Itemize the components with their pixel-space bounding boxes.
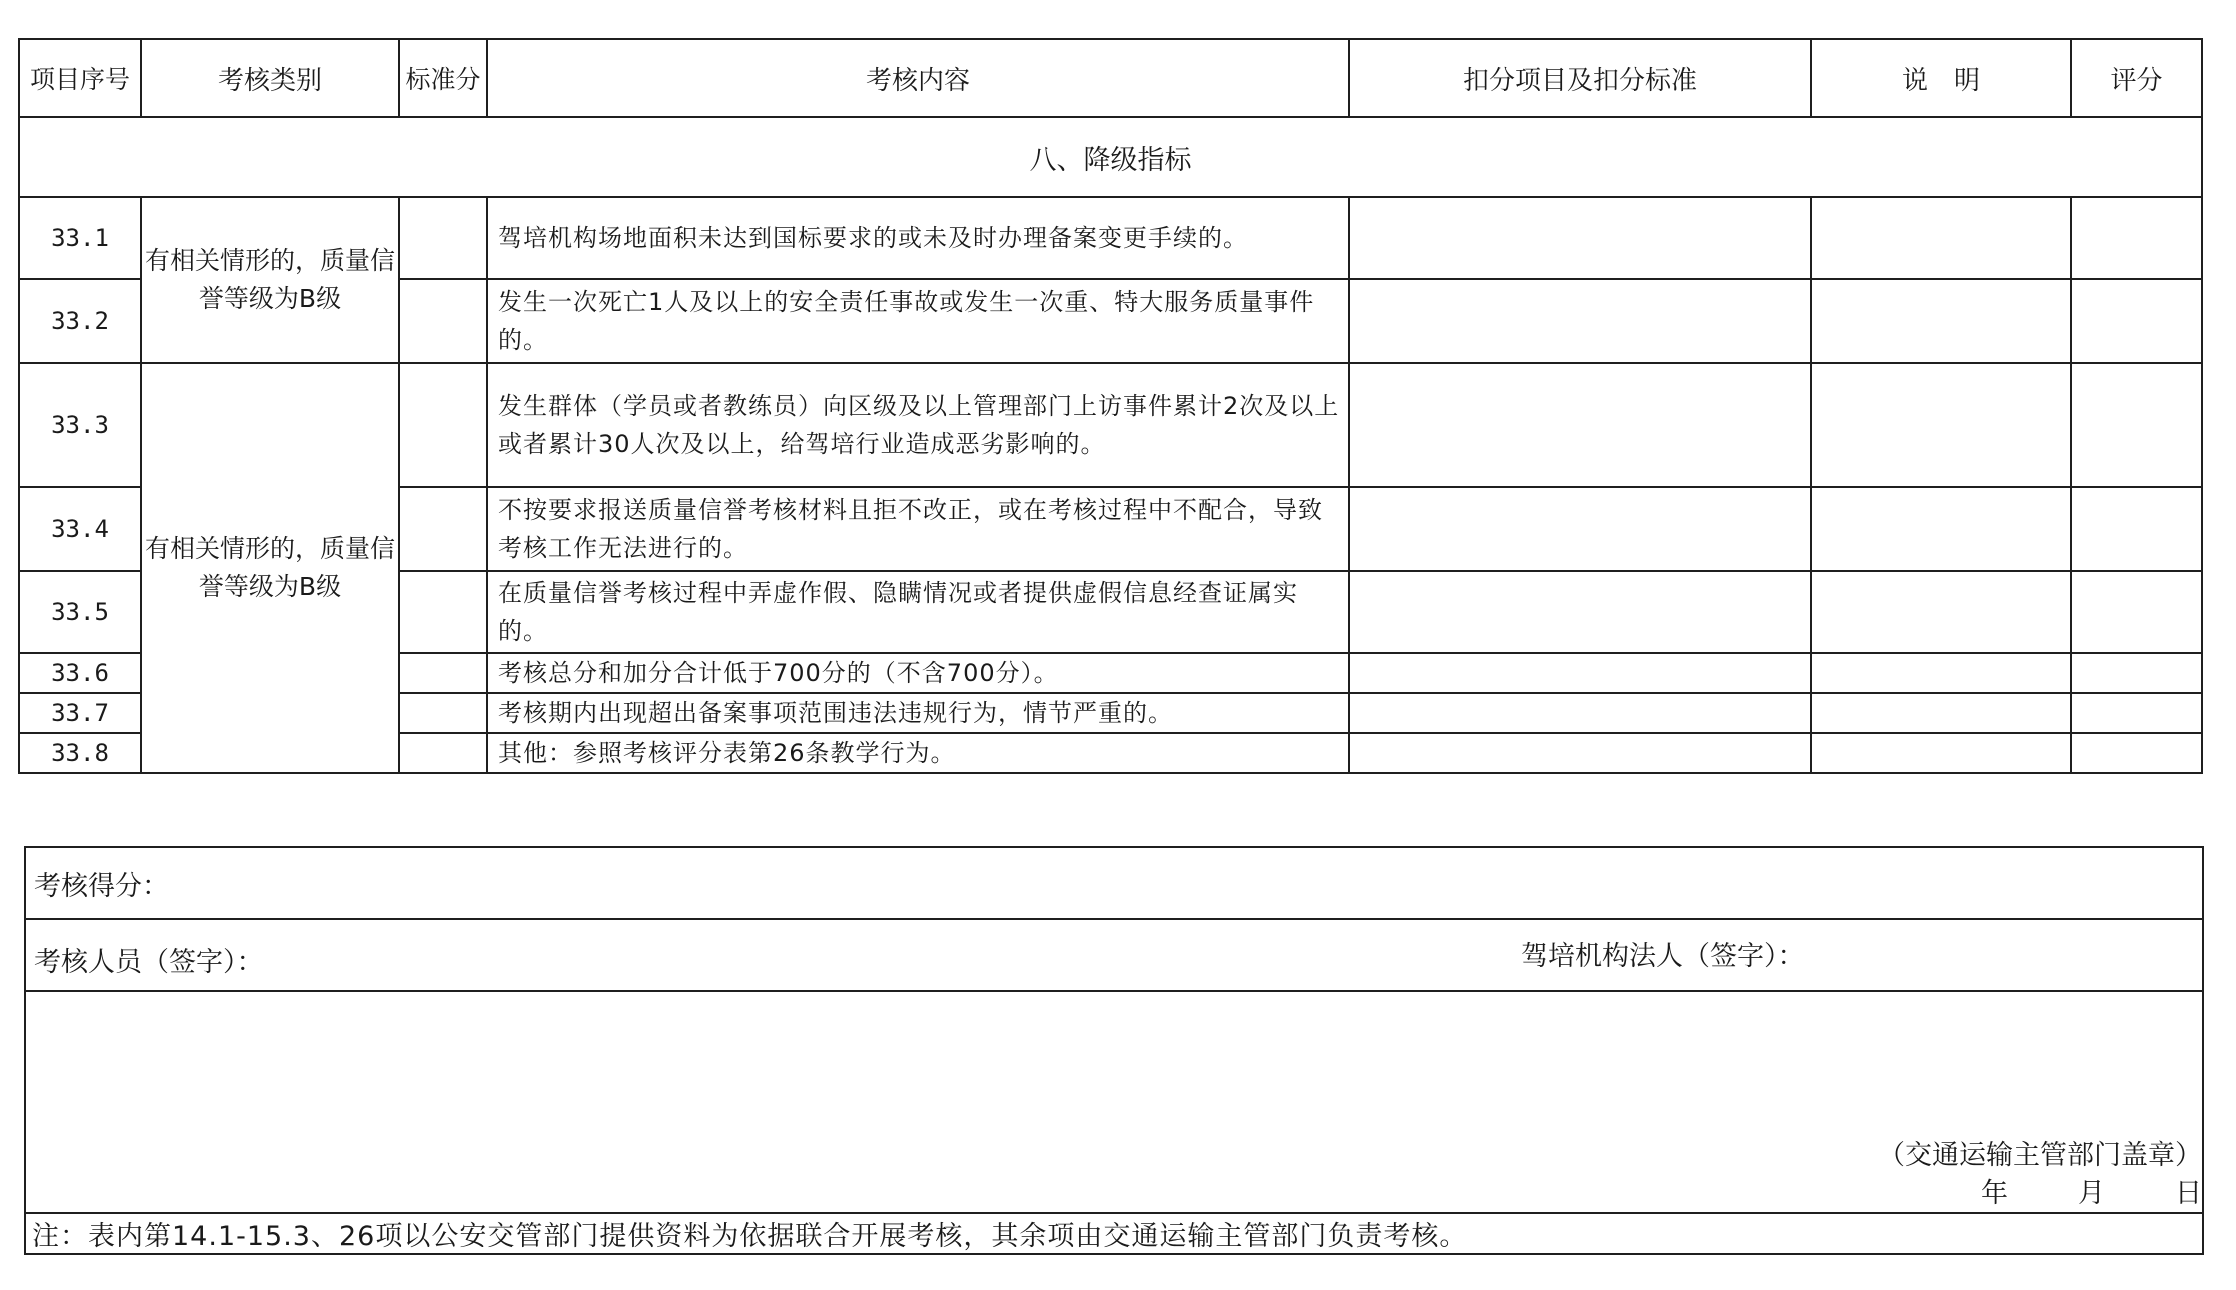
explanation-cell (1811, 279, 2071, 363)
explanation-cell (1811, 487, 2071, 571)
standard-score-cell (399, 487, 487, 571)
content-cell: 其他：参照考核评分表第26条教学行为。 (487, 733, 1349, 773)
row-number: 33.4 (19, 487, 141, 571)
standard-score-cell (399, 279, 487, 363)
signature-row (25, 919, 2203, 991)
content-cell: 发生群体（学员或者教练员）向区级及以上管理部门上访事件累计2次及以上或者累计30人次及以上，给驾培行业造成恶劣影响的。 (487, 363, 1349, 487)
explanation-cell (1811, 363, 2071, 487)
score-cell (2071, 571, 2202, 653)
score-cell (2071, 733, 2202, 773)
row-number: 33.5 (19, 571, 141, 653)
content-cell: 考核总分和加分合计低于700分的（不含700分）。 (487, 653, 1349, 693)
row-number: 33.1 (19, 197, 141, 279)
header-deduction: 扣分项目及扣分标准 (1349, 39, 1811, 117)
row-number: 33.3 (19, 363, 141, 487)
assessment-score-label: 考核得分： (25, 847, 2203, 919)
explanation-cell (1811, 653, 2071, 693)
deduction-cell (1349, 487, 1811, 571)
explanation-cell (1811, 197, 2071, 279)
explanation-cell (1811, 571, 2071, 653)
date-month: 月 (2078, 1178, 2105, 1209)
header-category: 考核类别 (141, 39, 399, 117)
score-cell (2071, 279, 2202, 363)
date-line (1981, 1171, 2202, 1210)
date-day: 日 (2175, 1178, 2202, 1209)
content-cell: 发生一次死亡1人及以上的安全责任事故或发生一次重、特大服务质量事件的。 (487, 279, 1349, 363)
category-cell: 有相关情形的，质量信誉等级为B级 (141, 363, 399, 773)
header-content: 考核内容 (487, 39, 1349, 117)
score-cell (2071, 363, 2202, 487)
explanation-cell (1811, 733, 2071, 773)
header-score: 评分 (2071, 39, 2202, 117)
deduction-cell (1349, 197, 1811, 279)
section-title: 八、降级指标 (19, 117, 2202, 197)
content-cell: 考核期内出现超出备案事项范围违法违规行为，情节严重的。 (487, 693, 1349, 733)
standard-score-cell (399, 653, 487, 693)
assessment-table (18, 38, 2203, 774)
content-cell: 在质量信誉考核过程中弄虚作假、隐瞒情况或者提供虚假信息经查证属实的。 (487, 571, 1349, 653)
table-row (19, 197, 2202, 279)
header-explanation: 说 明 (1811, 39, 2071, 117)
score-row (25, 847, 2203, 919)
signature-cell (25, 919, 2203, 991)
score-cell (2071, 197, 2202, 279)
standard-score-cell (399, 197, 487, 279)
deduction-cell (1349, 653, 1811, 693)
row-number: 33.6 (19, 653, 141, 693)
score-cell (2071, 653, 2202, 693)
stamp-row (25, 991, 2203, 1213)
deduction-cell (1349, 363, 1811, 487)
deduction-cell (1349, 693, 1811, 733)
standard-score-cell (399, 733, 487, 773)
row-number: 33.2 (19, 279, 141, 363)
score-cell (2071, 693, 2202, 733)
footnote: 注：表内第14.1-15.3、26项以公安交管部门提供资料为依据联合开展考核，其余项由交通运输主管部门负责考核。 (25, 1213, 2203, 1254)
deduction-cell (1349, 279, 1811, 363)
deduction-cell (1349, 571, 1811, 653)
table-row (19, 363, 2202, 487)
score-cell (2071, 487, 2202, 571)
header-item-no: 项目序号 (19, 39, 141, 117)
content-cell: 不按要求报送质量信誉考核材料且拒不改正，或在考核过程中不配合，导致考核工作无法进行的。 (487, 487, 1349, 571)
category-cell: 有相关情形的，质量信誉等级为B级 (141, 197, 399, 363)
standard-score-cell (399, 571, 487, 653)
section-row (19, 117, 2202, 197)
department-stamp-label: （交通运输主管部门盖章） (1878, 1140, 2202, 1171)
header-standard-score: 标准分 (399, 39, 487, 117)
standard-score-cell (399, 363, 487, 487)
legal-rep-signature-label: 驾培机构法人（签字）： (1521, 941, 1805, 972)
standard-score-cell (399, 693, 487, 733)
content-cell: 驾培机构场地面积未达到国标要求的或未及时办理备案变更手续的。 (487, 197, 1349, 279)
date-year: 年 (1981, 1178, 2008, 1209)
assessor-signature-label: 考核人员（签字）： (34, 947, 264, 978)
deduction-cell (1349, 733, 1811, 773)
stamp-cell (25, 991, 2203, 1213)
explanation-cell (1811, 693, 2071, 733)
signature-table (24, 846, 2204, 1255)
note-row (25, 1213, 2203, 1254)
row-number: 33.8 (19, 733, 141, 773)
row-number: 33.7 (19, 693, 141, 733)
table-header-row (19, 39, 2202, 117)
